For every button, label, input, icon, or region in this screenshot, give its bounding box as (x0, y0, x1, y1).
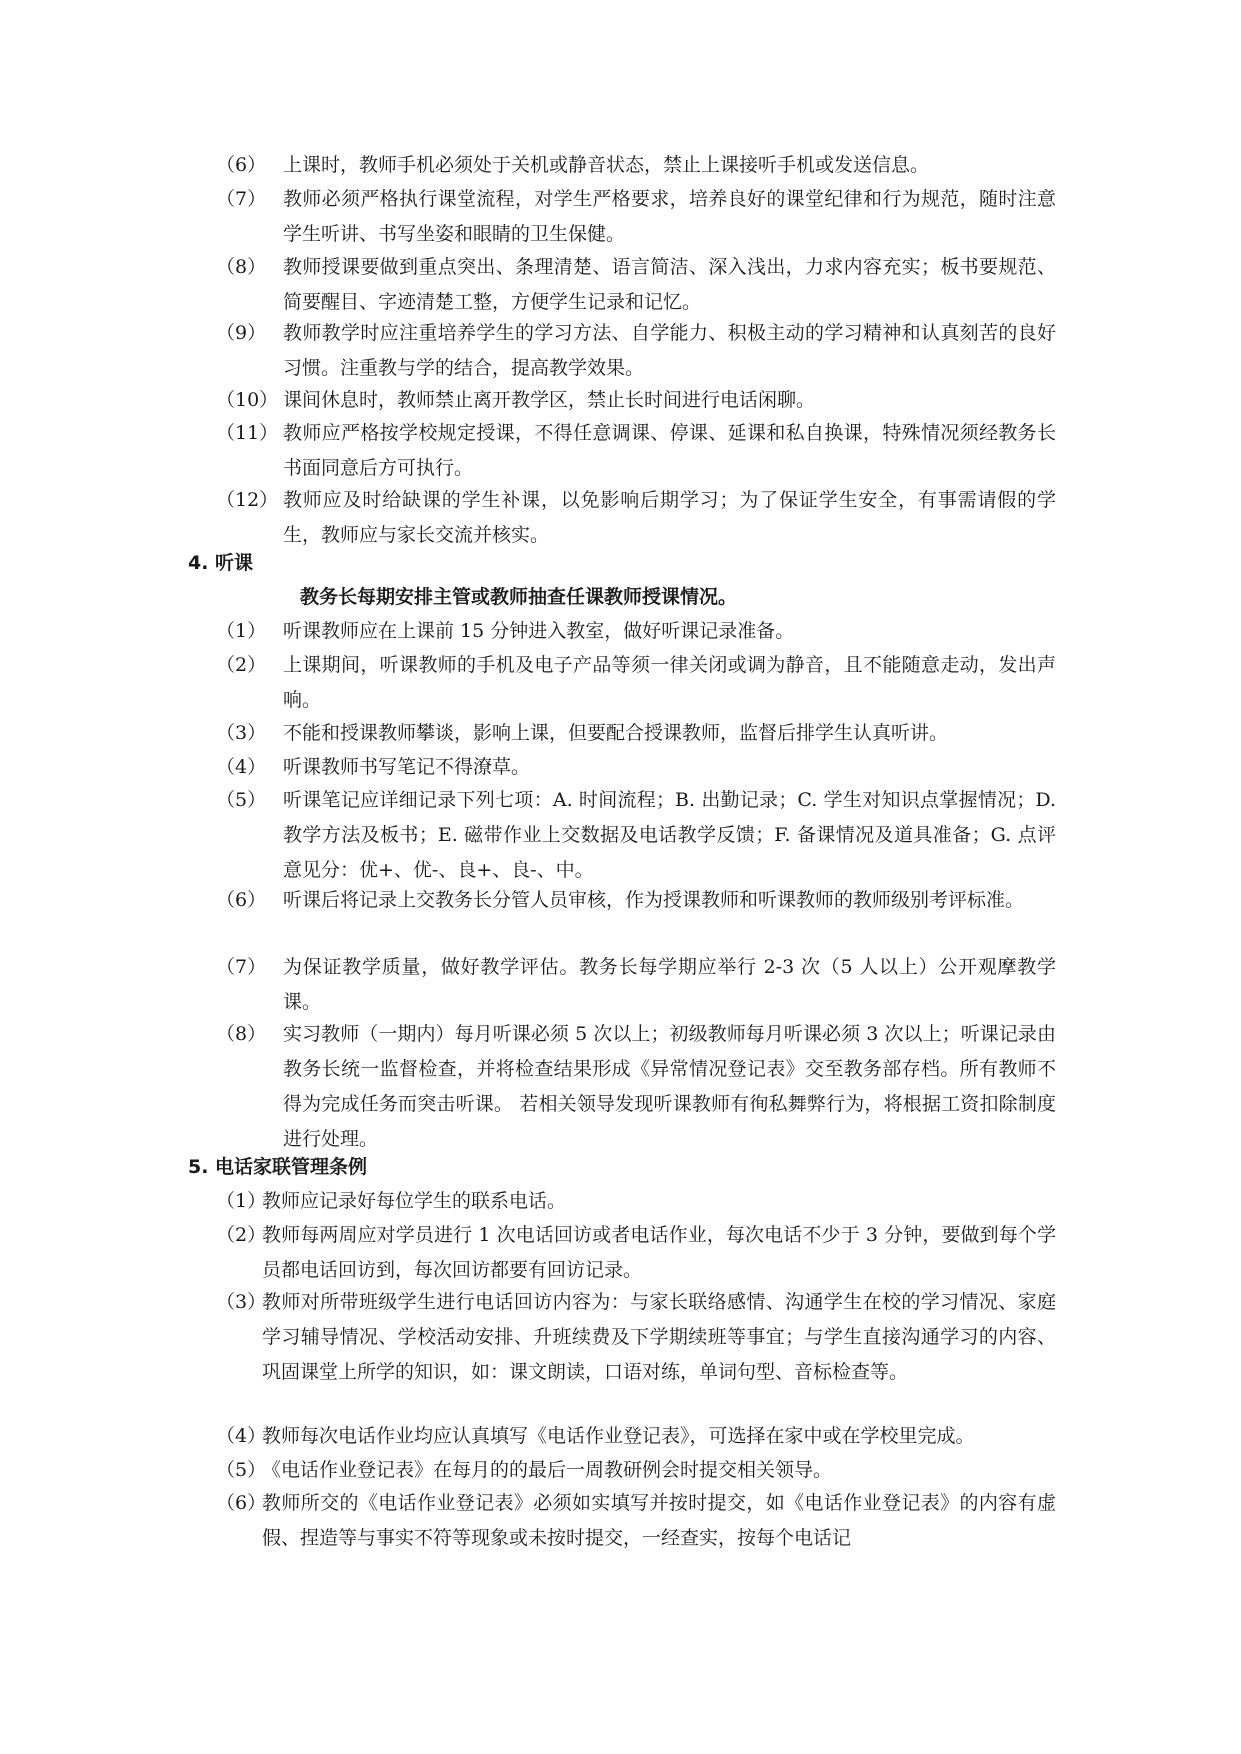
list-item (216, 950, 1056, 1020)
item-text: 教师必须严格执行课堂流程，对学生严格要求，培养良好的课堂纪律和行为规范，随时注意学生听讲、书写坐姿和眼睛的卫生保健。 (283, 188, 1056, 245)
item-number: （7） (216, 188, 267, 210)
section-heading: 5. 电话家联管理条例 (188, 1156, 368, 1178)
list-item (216, 1453, 1056, 1488)
item-text: 上课期间，听课教师的手机及电子产品等须一律关闭或调为静音，且不能随意走动，发出声响。 (283, 654, 1056, 711)
item-number: （11） (216, 422, 279, 444)
item-text: 不能和授课教师攀谈，影响上课，但要配合授课教师，监督后排学生认真听讲。 (283, 722, 949, 744)
item-number: （2） (216, 1224, 267, 1246)
list-item (216, 1017, 1056, 1157)
list-item (216, 1285, 1056, 1390)
list-item (216, 1419, 1056, 1454)
item-text: 教师应及时给缺课的学生补课，以免影响后期学习；为了保证学生安全，有事需请假的学生，教师应与家长交流并核实。 (283, 489, 1056, 546)
list-item (216, 1218, 1056, 1288)
item-number: （6） (216, 889, 267, 911)
item-number: （6） (216, 1492, 267, 1514)
list-item (216, 614, 1056, 649)
item-number: （6） (216, 154, 267, 176)
item-number: （9） (216, 322, 267, 344)
item-text: 教师每两周应对学员进行 1 次电话回访或者电话作业，每次电话不少于 3 分钟，要做到每个学员都电话回访到，每次回访都要有回访记录。 (262, 1224, 1056, 1281)
item-text: 教师应严格按学校规定授课，不得任意调课、停课、延课和私自换课，特殊情况须经教务长书面同意后方可执行。 (283, 422, 1056, 479)
item-text: 教师每次电话作业均应认真填写《电话作业登记表》，可选择在家中或在学校里完成。 (262, 1425, 975, 1447)
list-item (216, 383, 1056, 418)
item-number: （3） (216, 722, 267, 744)
item-text: 上课时，教师手机必须处于关机或静音状态，禁止上课接听手机或发送信息。 (283, 154, 930, 176)
list-item (216, 716, 1056, 751)
item-number: （8） (216, 1023, 267, 1045)
item-number: （10） (216, 389, 279, 411)
list-item (216, 1184, 1056, 1219)
list-item (216, 1486, 1056, 1556)
item-number: （2） (216, 654, 267, 676)
item-number: （5） (216, 789, 267, 811)
list-item (216, 648, 1056, 718)
item-text: 教师应记录好每位学生的联系电话。 (262, 1190, 567, 1212)
item-number: （8） (216, 256, 267, 278)
item-number: （4） (216, 756, 267, 778)
item-text: 《电话作业登记表》在每月的的最后一周教研例会时提交相关领导。 (262, 1459, 833, 1481)
item-text: 听课教师书写笔记不得潦草。 (283, 756, 531, 778)
item-number: （12） (216, 489, 279, 511)
item-text: 听课笔记应详细记录下列七项：A. 时间流程；B. 出勤记录；C. 学生对知识点掌握情况；D. 教学方法及板书；E. 磁带作业上交数据及电话教学反馈；F. 备课情况及道具准备；G. 点评意见分：优+、优-、良+、良-、中。 (283, 789, 1056, 881)
section-intro: 教务长每期安排主管或教师抽查任课教师授课情况。 (300, 586, 738, 608)
list-item (216, 750, 1056, 785)
section-heading: 4. 听课 (188, 552, 254, 574)
item-number: （5） (216, 1459, 267, 1481)
list-item (216, 182, 1056, 252)
item-text: 为保证教学质量，做好教学评估。教务长每学期应举行 2-3 次（5 人以上）公开观摩教学课。 (283, 956, 1056, 1013)
item-number: （4） (216, 1425, 267, 1447)
list-item (216, 250, 1056, 320)
item-number: （1） (216, 620, 267, 642)
list-item (216, 416, 1056, 486)
item-number: （7） (216, 956, 267, 978)
list-item (216, 883, 1056, 918)
list-item (216, 316, 1056, 386)
list-item (216, 483, 1056, 553)
item-text: 课间休息时，教师禁止离开教学区，禁止长时间进行电话闲聊。 (283, 389, 816, 411)
list-item (216, 783, 1056, 888)
item-text: 听课后将记录上交教务长分管人员审核，作为授课教师和听课教师的教师级别考评标准。 (283, 889, 1025, 911)
item-number: （1） (216, 1190, 267, 1212)
item-text: 教师教学时应注重培养学生的学习方法、自学能力、积极主动的学习精神和认真刻苦的良好习惯。注重教与学的结合，提高教学效果。 (283, 322, 1056, 379)
item-text: 教师授课要做到重点突出、条理清楚、语言简洁、深入浅出，力求内容充实；板书要规范、简要醒目、字迹清楚工整，方便学生记录和记忆。 (283, 256, 1056, 313)
list-item (216, 148, 1056, 183)
item-text: 实习教师（一期内）每月听课必须 5 次以上；初级教师每月听课必须 3 次以上；听课记录由教务长统一监督检查，并将检查结果形成《异常情况登记表》交至教务部存档。所有教师不得为完成任务而突击听课。 若相关领导发现听课教师有徇私舞弊行为，将根据工资扣除制度进行处理。 (283, 1023, 1056, 1150)
item-text: 听课教师应在上课前 15 分钟进入教室，做好听课记录准备。 (283, 620, 795, 642)
item-number: （3） (216, 1291, 267, 1313)
item-text: 教师对所带班级学生进行电话回访内容为：与家长联络感情、沟通学生在校的学习情况、家庭学习辅导情况、学校活动安排、升班续费及下学期续班等事宜；与学生直接沟通学习的内容、巩固课堂上所学的知识，如：课文朗读，口语对练，单词句型、音标检查等。 (262, 1291, 1056, 1383)
item-text: 教师所交的《电话作业登记表》必须如实填写并按时提交，如《电话作业登记表》的内容有虚假、捏造等与事实不符等现象或未按时提交，一经查实，按每个电话记 (262, 1492, 1056, 1549)
